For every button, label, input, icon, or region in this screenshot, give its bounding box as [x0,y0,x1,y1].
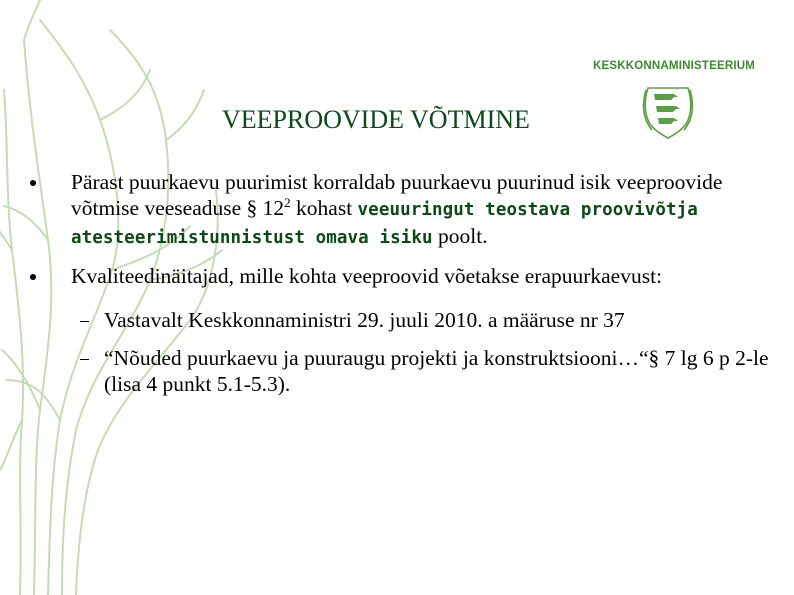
bullet-text-part: Pärast puurkaevu puurimist korraldab puurkaevu puurinud isik veeproovide võtmise veeseaduse § 12 [71,170,723,220]
sub-list-item [80,345,770,397]
estonian-coat-of-arms-icon [640,80,696,140]
superscript: 2 [284,194,291,210]
list-item [30,263,750,289]
bullet-text [71,169,750,251]
sub-item-text: “Nõuded puurkaevu ja puuraugu projekti ja konstruktsiooni…“§ 7 lg 6 p 2-le (lisa 4 punkt 5.1-5.3). [104,346,769,396]
list-item [30,169,750,251]
sub-list-item [80,307,760,333]
page-title: VEEPROOVIDE VÕTMINE [222,105,530,134]
highlighted-text: veeuuringut teostava proovivõtja atesteerimistunnistust omava isiku [71,200,698,248]
ministry-name: KESKKONNAMINISTEERIUM [593,60,756,72]
dash-icon [80,359,89,360]
bullet-icon [30,180,36,186]
bullet-text-part: poolt. [432,224,488,248]
bullet-icon [30,274,36,280]
bullet-text: Kvaliteedinäitajad, mille kohta veeproovid võetakse erapuurkaevust: [71,264,663,288]
tree-decoration [0,0,240,595]
dash-icon [80,321,89,322]
sub-item-text: Vastavalt Keskkonnaministri 29. juuli 2010. a määruse nr 37 [104,308,625,332]
bullet-text-part: kohast [290,196,358,220]
